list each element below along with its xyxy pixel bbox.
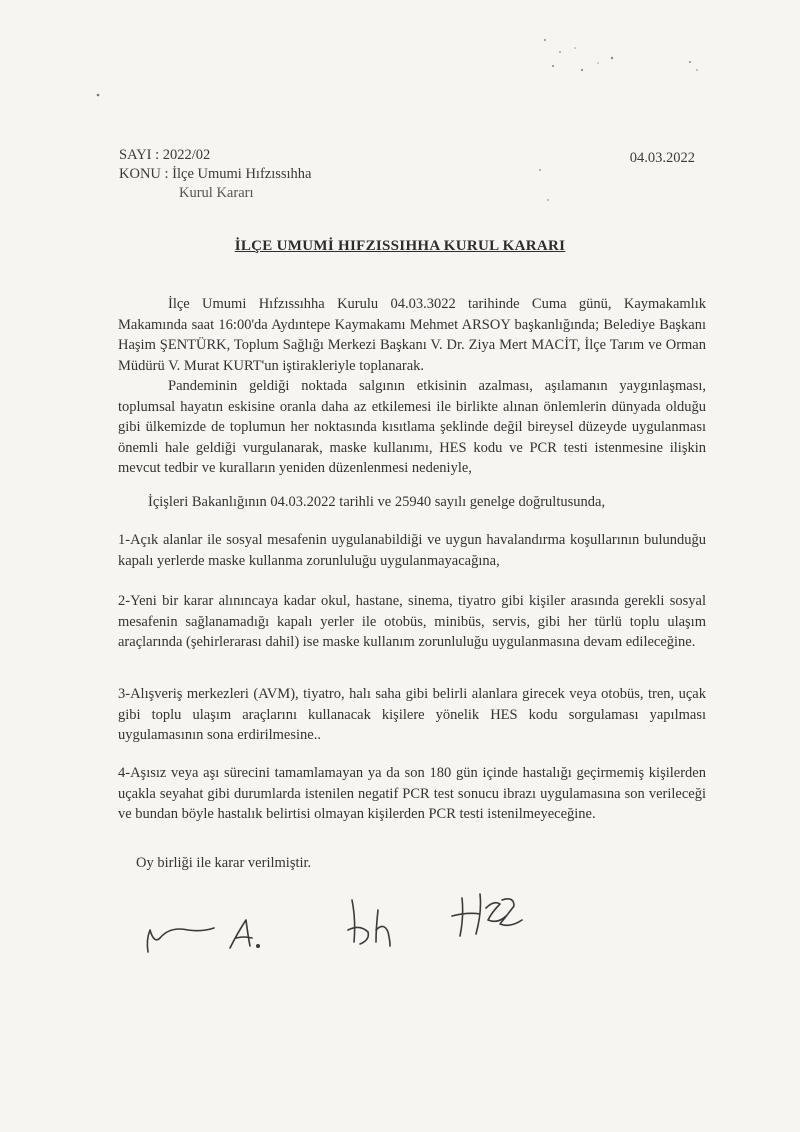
decision-item-2: 2-Yeni bir karar alınıncaya kadar okul, hastane, sinema, tiyatro gibi kişiler arasında gerekli sosyal mesafenin sağlanamadığı kapalı yerler ile otobüs, minibüs, servis, gibi her türlü toplu ulaşım araçlarında (şehirlerarası dahil) ise maske kullanım zorunluluğu uygulanmasına devam edileceğine. <box>118 593 706 650</box>
signature-3 <box>348 900 390 946</box>
signatures <box>130 880 550 960</box>
signature-1 <box>147 928 214 952</box>
signature-2 <box>230 920 259 948</box>
document-number: SAYI : 2022/02 <box>119 147 211 163</box>
document-date: 04.03.2022 <box>629 150 695 166</box>
decision-item-1: 1-Açık alanlar ile sosyal mesafenin uygulanabildiği ve uygun havalandırma koşullarının bulunduğu kapalı yerlerde maske kullanma zorunluluğu uygulanmayacağına, <box>118 532 706 569</box>
paragraph-context: Pandeminin geldiği noktada salgının etkisinin azalması, aşılamanın yaygınlaşması, toplumsal hayatın eskisine oranla daha az etkilemesi ile birlikte alınan önlemlerin dünyada olduğu gibi ülkemizde de toplumun her noktasında kısıtlama şeklinde değil bireysel düzeyde uygulanması önemli hale geldiği vurgulanarak, maske kullanımı, HES kodu ve PCR testi istenmesine ilişkin mevcut tedbir ve kuralların yeniden düzenlenmesi nedeniyle, <box>118 378 706 476</box>
signature-4 <box>452 894 522 936</box>
paragraph-intro: İlçe Umumi Hıfzıssıhha Kurulu 04.03.3022 tarihinde Cuma günü, Kaymakamlık Makamında saat 16:00'da Aydıntepe Kaymakamı Mehmet ARSOY başkanlığında; Belediye Başkanı Haşim ŞENTÜRK, Toplum Sağlığı Merkezi Başkanı V. Dr. Ziya Mert MACİT, İlçe Tarım ve Orman Müdürü V. Murat KURT'un iştirakleriyle toplanarak. <box>118 296 706 374</box>
document-subject: KONU : İlçe Umumi Hıfzıssıhha <box>119 166 312 182</box>
decision-item-3: 3-Alışveriş merkezleri (AVM), tiyatro, halı saha gibi belirli alanlara girecek veya otobüs, tren, uçak gibi toplu ulaşım araçlarını kullanacak kişilere yönelik HES kodu sorgulaması yapılması uygulamasının sona erdirilmesine.. <box>118 686 706 743</box>
document-title: İLÇE UMUMİ HIFZISSIHHA KURUL KARARI <box>234 238 566 254</box>
paragraph-unanimous: Oy birliği ile karar verilmiştir. <box>136 855 312 871</box>
decision-item-4: 4-Aşısız veya aşı sürecini tamamlamayan ya da son 180 gün içinde hastalığı geçirmemiş kişilerden uçakla seyahat gibi durumlarda istenilen negatif PCR test sonucu ibrazı uygulamasına son verileceği ve bundan böyle hastalık belirtisi olmayan kişilerden PCR testi istenilmeyeceğine. <box>118 765 706 822</box>
document-header <box>119 146 312 203</box>
document-subject-continuation: Kurul Kararı <box>179 185 254 201</box>
paragraph-circular: İçişleri Bakanlığının 04.03.2022 tarihli ve 25940 sayılı genelge doğrultusunda, <box>148 494 606 510</box>
